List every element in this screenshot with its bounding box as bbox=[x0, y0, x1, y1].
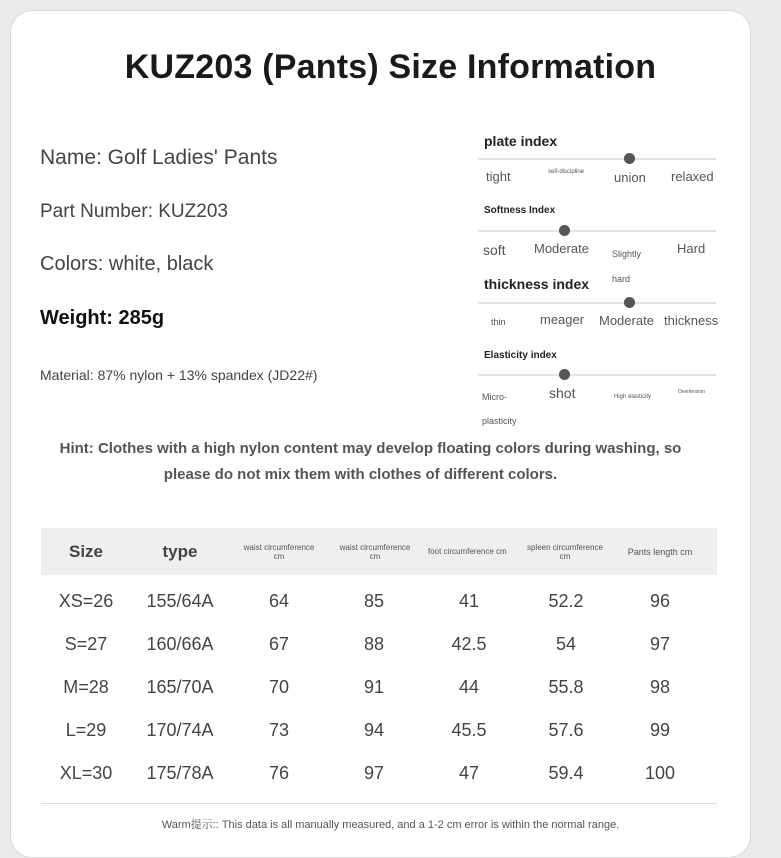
header-spleen: spleen circumference cm bbox=[526, 542, 604, 561]
product-weight: Weight: 285g bbox=[40, 307, 165, 329]
product-material: Material: 87% nylon + 13% spandex (JD22#) bbox=[40, 367, 318, 383]
table-cell: 85 bbox=[363, 591, 385, 611]
table-cell: 165/70A bbox=[146, 677, 214, 697]
table-cell: 67 bbox=[268, 634, 290, 654]
softness-level-2: Moderate bbox=[534, 241, 589, 256]
table-cell: 41 bbox=[458, 591, 480, 611]
table-cell: 96 bbox=[649, 591, 671, 611]
plate-level-3: union bbox=[614, 170, 646, 185]
elasticity-level-1: Micro-plasticity bbox=[482, 392, 517, 426]
elasticity-level-4: Overtension bbox=[678, 389, 705, 395]
elasticity-level-3: High elasticity bbox=[614, 394, 652, 400]
header-foot: foot circumference cm bbox=[428, 547, 507, 556]
table-cell: 170/74A bbox=[146, 720, 214, 740]
table-cell: L=29 bbox=[65, 720, 107, 740]
thickness-index-line bbox=[478, 302, 716, 304]
table-cell: XL=30 bbox=[59, 763, 113, 783]
table-cell: 99 bbox=[649, 720, 671, 740]
softness-index-line bbox=[478, 230, 716, 232]
washing-hint-line-1: Hint: Clothes with a high nylon content may develop floating colors during washing, so bbox=[59, 440, 682, 457]
thickness-level-4: thickness bbox=[664, 313, 719, 328]
table-cell: S=27 bbox=[64, 634, 108, 654]
table-cell: 100 bbox=[644, 763, 676, 783]
header-pants-length: Pants length cm bbox=[627, 546, 693, 557]
table-cell: 54 bbox=[555, 634, 577, 654]
table-cell: 97 bbox=[363, 763, 385, 783]
table-cell: 155/64A bbox=[146, 591, 214, 611]
table-cell: 91 bbox=[363, 677, 385, 697]
plate-level-2: self-discipline bbox=[548, 169, 585, 175]
table-cell: 70 bbox=[268, 677, 290, 697]
table-cell: 52.2 bbox=[548, 591, 584, 611]
washing-hint-line-2: please do not mix them with clothes of different colors. bbox=[163, 466, 558, 483]
thickness-level-1: thin bbox=[491, 317, 506, 327]
table-cell: 45.5 bbox=[451, 720, 487, 740]
table-cell: 94 bbox=[363, 720, 385, 740]
table-cell: 98 bbox=[649, 677, 671, 697]
table-cell: 88 bbox=[363, 634, 385, 654]
elasticity-index-title: Elasticity index bbox=[484, 350, 557, 361]
table-cell: 76 bbox=[268, 763, 290, 783]
softness-index-marker bbox=[559, 225, 570, 236]
table-cell: 160/66A bbox=[146, 634, 214, 654]
softness-index-title: Softness Index bbox=[484, 205, 556, 216]
plate-index-line bbox=[478, 158, 716, 160]
table-bottom-divider bbox=[41, 803, 717, 804]
measurement-note: Warm提示:: This data is all manually measured, and a 1-2 cm error is within the normal range. bbox=[161, 819, 620, 831]
table-cell: 175/78A bbox=[146, 763, 214, 783]
table-cell: 42.5 bbox=[451, 634, 487, 654]
table-cell: 59.4 bbox=[548, 763, 584, 783]
plate-level-1: tight bbox=[486, 169, 511, 184]
thickness-level-3: Moderate bbox=[599, 313, 654, 328]
part-number: Part Number: KUZ203 bbox=[40, 201, 228, 222]
plate-index-marker bbox=[624, 153, 635, 164]
thickness-index-title: thickness index bbox=[484, 276, 590, 292]
table-cell: 55.8 bbox=[548, 677, 584, 697]
table-cell: 64 bbox=[268, 591, 290, 611]
plate-index-title: plate index bbox=[484, 133, 558, 149]
table-cell: 97 bbox=[649, 634, 671, 654]
table-cell: XS=26 bbox=[58, 591, 114, 611]
plate-level-4: relaxed bbox=[671, 169, 714, 184]
elasticity-index-marker bbox=[559, 369, 570, 380]
table-cell: M=28 bbox=[63, 677, 109, 697]
elasticity-index-line bbox=[478, 374, 716, 376]
header-waist-1: waist circumference cm bbox=[243, 542, 315, 561]
thickness-level-2: meager bbox=[540, 312, 585, 327]
softness-level-3: Slightly hard bbox=[612, 249, 642, 284]
softness-level-4: Hard bbox=[677, 241, 706, 256]
elasticity-level-2: shot bbox=[549, 385, 576, 401]
page-title: KUZ203 (Pants) Size Information bbox=[124, 48, 657, 86]
product-colors: Colors: white, black bbox=[40, 253, 214, 275]
header-size: Size bbox=[68, 541, 104, 561]
table-cell: 57.6 bbox=[548, 720, 584, 740]
table-cell: 73 bbox=[268, 720, 290, 740]
product-name: Name: Golf Ladies' Pants bbox=[40, 146, 278, 169]
thickness-index-marker bbox=[624, 297, 635, 308]
header-type: type bbox=[162, 541, 198, 561]
table-cell: 47 bbox=[458, 763, 480, 783]
header-waist-2: waist circumference cm bbox=[339, 542, 411, 561]
softness-level-1: soft bbox=[483, 242, 506, 258]
table-cell: 44 bbox=[458, 677, 480, 697]
